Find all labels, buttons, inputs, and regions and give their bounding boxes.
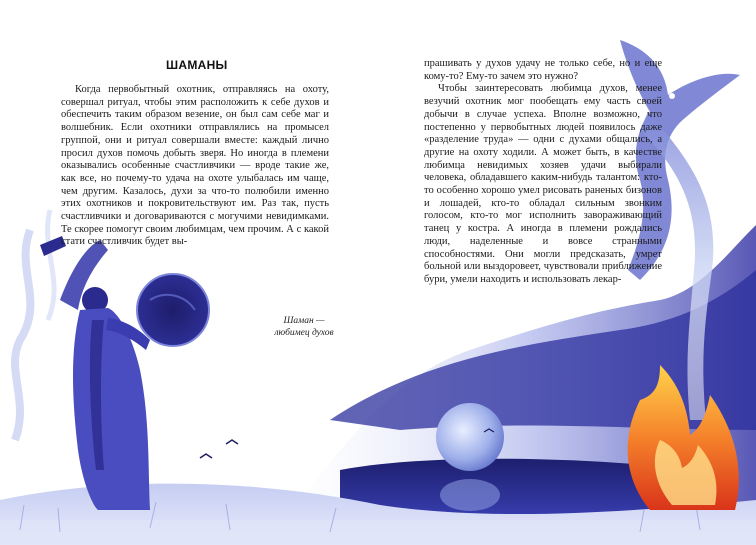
page-title: ШАМАНЫ — [166, 58, 228, 72]
paragraph: Когда первобытный охотник, отправляясь на охоту, совершал ритуал, чтобы этим расположить к себе духов и обеспечить таким образом везение, он был сам себе маг и волшебник. Если охотники отправлялись на промысел группой, они и ритуал совершали вместе: каждый лично просил духов помочь добыть зверя. Но иногда в племени оказывались особенные счастливчики — вроде такие же, как все, но почему-то удача на охоте улыбалась им чаще, чем другим. Казалось, духи за что-то полюбили именно этих охотников и покровительствуют им. Раз так, пусть счастливчики и договариваются с могучими невидимками. Те скорее помогут своим любимцам, чем прочим. А с какой стати счастливчик будет вы- — [61, 84, 329, 248]
paragraph-continuation: прашивать у духов удачу не только себе, но и еще кому-то? Ему-то зачем это нужно? — [424, 58, 662, 82]
caption-line: Шаман — — [283, 316, 325, 326]
paragraph: Чтобы заинтересовать любимца духов, менее везучий охотник мог пообещать ему часть своей добычи в случае успеха. Вполне возможно, что постепенно у первобытных людей появилось даже «разделение труда» — одни с духами общались, а другие на охоту ходили. А может быть, в качестве любимца невидимых хозяев удачи выбирали человека, обладавшего каким-нибудь талантом: кто-то особенно хорошо умел рисовать раненых бизонов и лошадей, кто-то обладал сильным звонким голосом, кто-то мог исполнить завораживающий танец у костра. А иногда в племени рождались люди, наделенные и вовсе странными способностями. Они могли предсказать, умрет больной или выздоровеет, чувствовали приближение бури, умели находить и использовать лекар- — [424, 83, 662, 285]
caption-line: любимец духов — [274, 328, 334, 338]
left-text-column — [61, 84, 329, 249]
right-text-column — [424, 58, 662, 287]
illustration-caption — [254, 315, 354, 339]
